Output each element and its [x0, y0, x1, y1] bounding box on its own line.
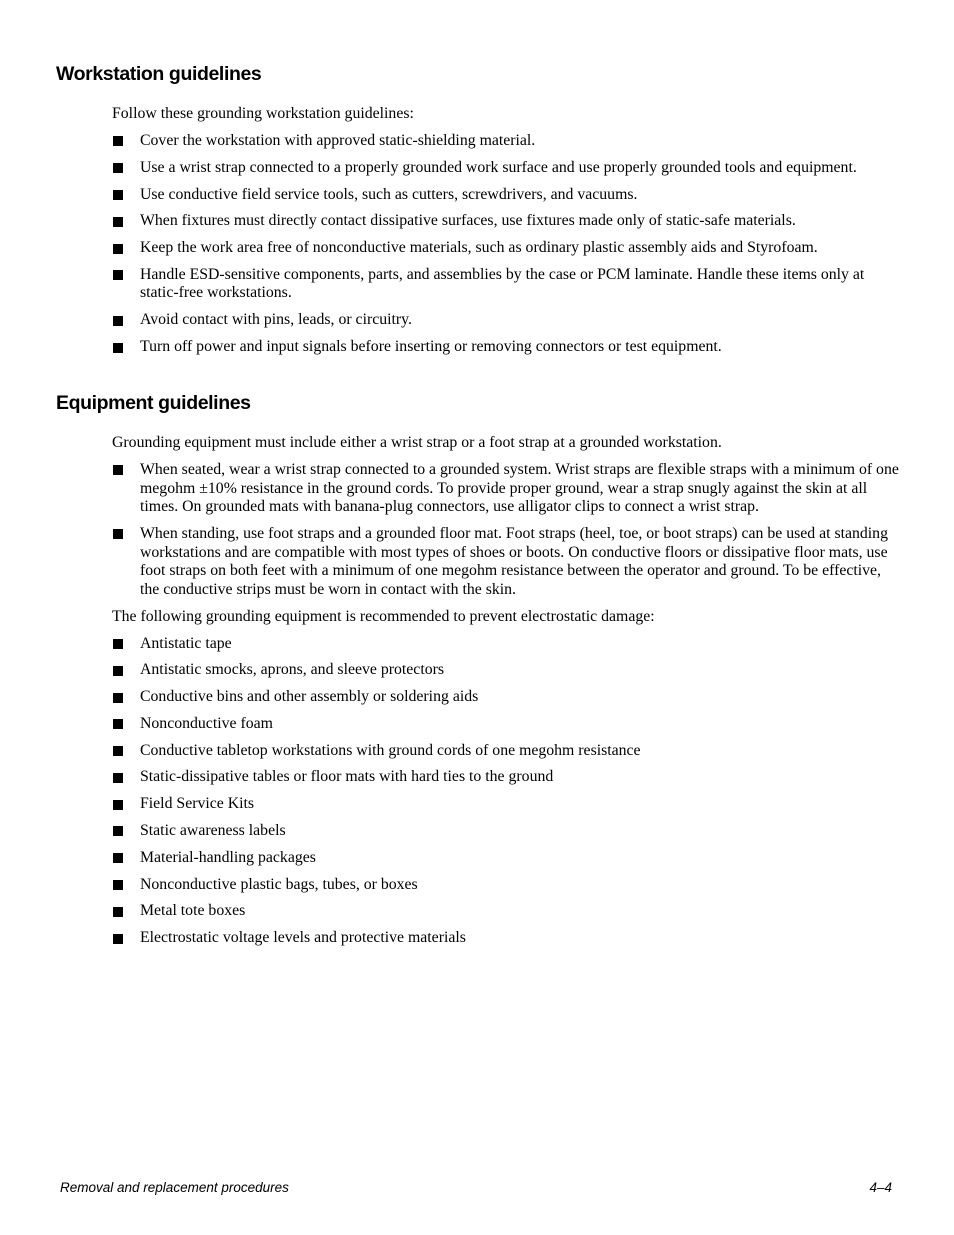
workstation-intro: Follow these grounding workstation guidelines: [112, 105, 414, 122]
list-item [112, 239, 902, 258]
list-item-text: Conductive tabletop workstations with ground cords of one megohm resistance [140, 741, 641, 759]
list-item-text: Nonconductive foam [140, 714, 273, 732]
list-item [112, 661, 902, 680]
workstation-guidelines-heading: Workstation guidelines [56, 63, 262, 85]
list-item [112, 338, 902, 357]
square-bullet-icon [113, 907, 123, 917]
square-bullet-icon [113, 639, 123, 649]
list-item [112, 461, 902, 517]
square-bullet-icon [113, 853, 123, 863]
square-bullet-icon [113, 136, 123, 146]
list-item [112, 186, 902, 205]
square-bullet-icon [113, 719, 123, 729]
list-item [112, 132, 902, 151]
square-bullet-icon [113, 343, 123, 353]
list-item-text: Use a wrist strap connected to a properly grounded work surface and use properly grounded tools and equipment. [140, 158, 857, 176]
list-item-text: Static-dissipative tables or floor mats with hard ties to the ground [140, 768, 554, 786]
square-bullet-icon [113, 880, 123, 890]
square-bullet-icon [113, 163, 123, 173]
recommended-equipment-list [112, 635, 902, 948]
list-item-text: Avoid contact with pins, leads, or circuitry. [140, 311, 412, 329]
workstation-guidelines-section [112, 105, 902, 365]
list-item [112, 715, 902, 734]
square-bullet-icon [113, 693, 123, 703]
square-bullet-icon [113, 746, 123, 756]
square-bullet-icon [113, 244, 123, 254]
footer-chapter-title: Removal and replacement procedures [60, 1180, 289, 1195]
list-item [112, 635, 902, 654]
square-bullet-icon [113, 270, 123, 280]
list-item [112, 768, 902, 787]
list-item-text: Turn off power and input signals before inserting or removing connectors or test equipment. [140, 338, 722, 356]
square-bullet-icon [113, 316, 123, 326]
list-item-text: Antistatic tape [140, 634, 232, 652]
square-bullet-icon [113, 190, 123, 200]
list-item-text: When fixtures must directly contact dissipative surfaces, use fixtures made only of static-safe materials. [140, 212, 796, 230]
list-item [112, 688, 902, 707]
list-item-text: Static awareness labels [140, 821, 286, 839]
list-item [112, 742, 902, 761]
equipment-intro: Grounding equipment must include either a wrist strap or a foot strap at a grounded workstation. [112, 434, 722, 451]
workstation-guidelines-list [112, 132, 902, 357]
list-item [112, 525, 902, 599]
list-item [112, 159, 902, 178]
list-item [112, 311, 902, 330]
list-item-text: Metal tote boxes [140, 902, 246, 920]
list-item [112, 266, 902, 303]
square-bullet-icon [113, 666, 123, 676]
footer-page-number: 4–4 [869, 1180, 892, 1195]
list-item-text: Cover the workstation with approved static-shielding material. [140, 131, 536, 149]
square-bullet-icon [113, 465, 123, 475]
equipment-guidelines-section [112, 434, 902, 956]
list-item-text: When standing, use foot straps and a grounded floor mat. Foot straps (heel, toe, or boot straps) can be used at standing workstations and are compatible with most types of shoes or boots. On conductive floors or dissipative floor mats, use foot straps on both feet with a minimum of one megohm resistance between the operator and ground. To be effective, the conductive strips must be worn in contact with the skin. [140, 524, 888, 598]
square-bullet-icon [113, 217, 123, 227]
list-item-text: Nonconductive plastic bags, tubes, or boxes [140, 875, 418, 893]
list-item [112, 876, 902, 895]
square-bullet-icon [113, 934, 123, 944]
list-item [112, 822, 902, 841]
list-item [112, 849, 902, 868]
list-item-text: Antistatic smocks, aprons, and sleeve protectors [140, 661, 445, 679]
list-item-text: Field Service Kits [140, 795, 255, 813]
list-item-text: Electrostatic voltage levels and protective materials [140, 929, 466, 947]
square-bullet-icon [113, 800, 123, 810]
list-item-text: Conductive bins and other assembly or soldering aids [140, 688, 479, 706]
list-item-text: Material-handling packages [140, 848, 316, 866]
list-item [112, 795, 902, 814]
square-bullet-icon [113, 826, 123, 836]
list-item [112, 902, 902, 921]
list-item-text: Keep the work area free of nonconductive materials, such as ordinary plastic assembly aids and Styrofoam. [140, 239, 818, 257]
square-bullet-icon [113, 773, 123, 783]
equipment-guidelines-heading: Equipment guidelines [56, 392, 251, 414]
strap-guidelines-list [112, 461, 902, 599]
list-item-text: When seated, wear a wrist strap connected to a grounded system. Wrist straps are flexible straps with a minimum of one megohm ±10% resistance in the ground cords. To provide proper ground, wear a strap snugly against the skin at all times. On grounded mats with banana-plug connectors, use alligator clips to connect a wrist strap. [140, 460, 899, 516]
square-bullet-icon [113, 529, 123, 539]
list-item [112, 929, 902, 948]
recommended-equipment-intro: The following grounding equipment is recommended to prevent electrostatic damage: [112, 607, 655, 625]
list-item-text: Use conductive field service tools, such as cutters, screwdrivers, and vacuums. [140, 185, 638, 203]
list-item-text: Handle ESD-sensitive components, parts, and assemblies by the case or PCM laminate. Handle these items only at static-free workstations. [140, 265, 865, 302]
list-item [112, 212, 902, 231]
